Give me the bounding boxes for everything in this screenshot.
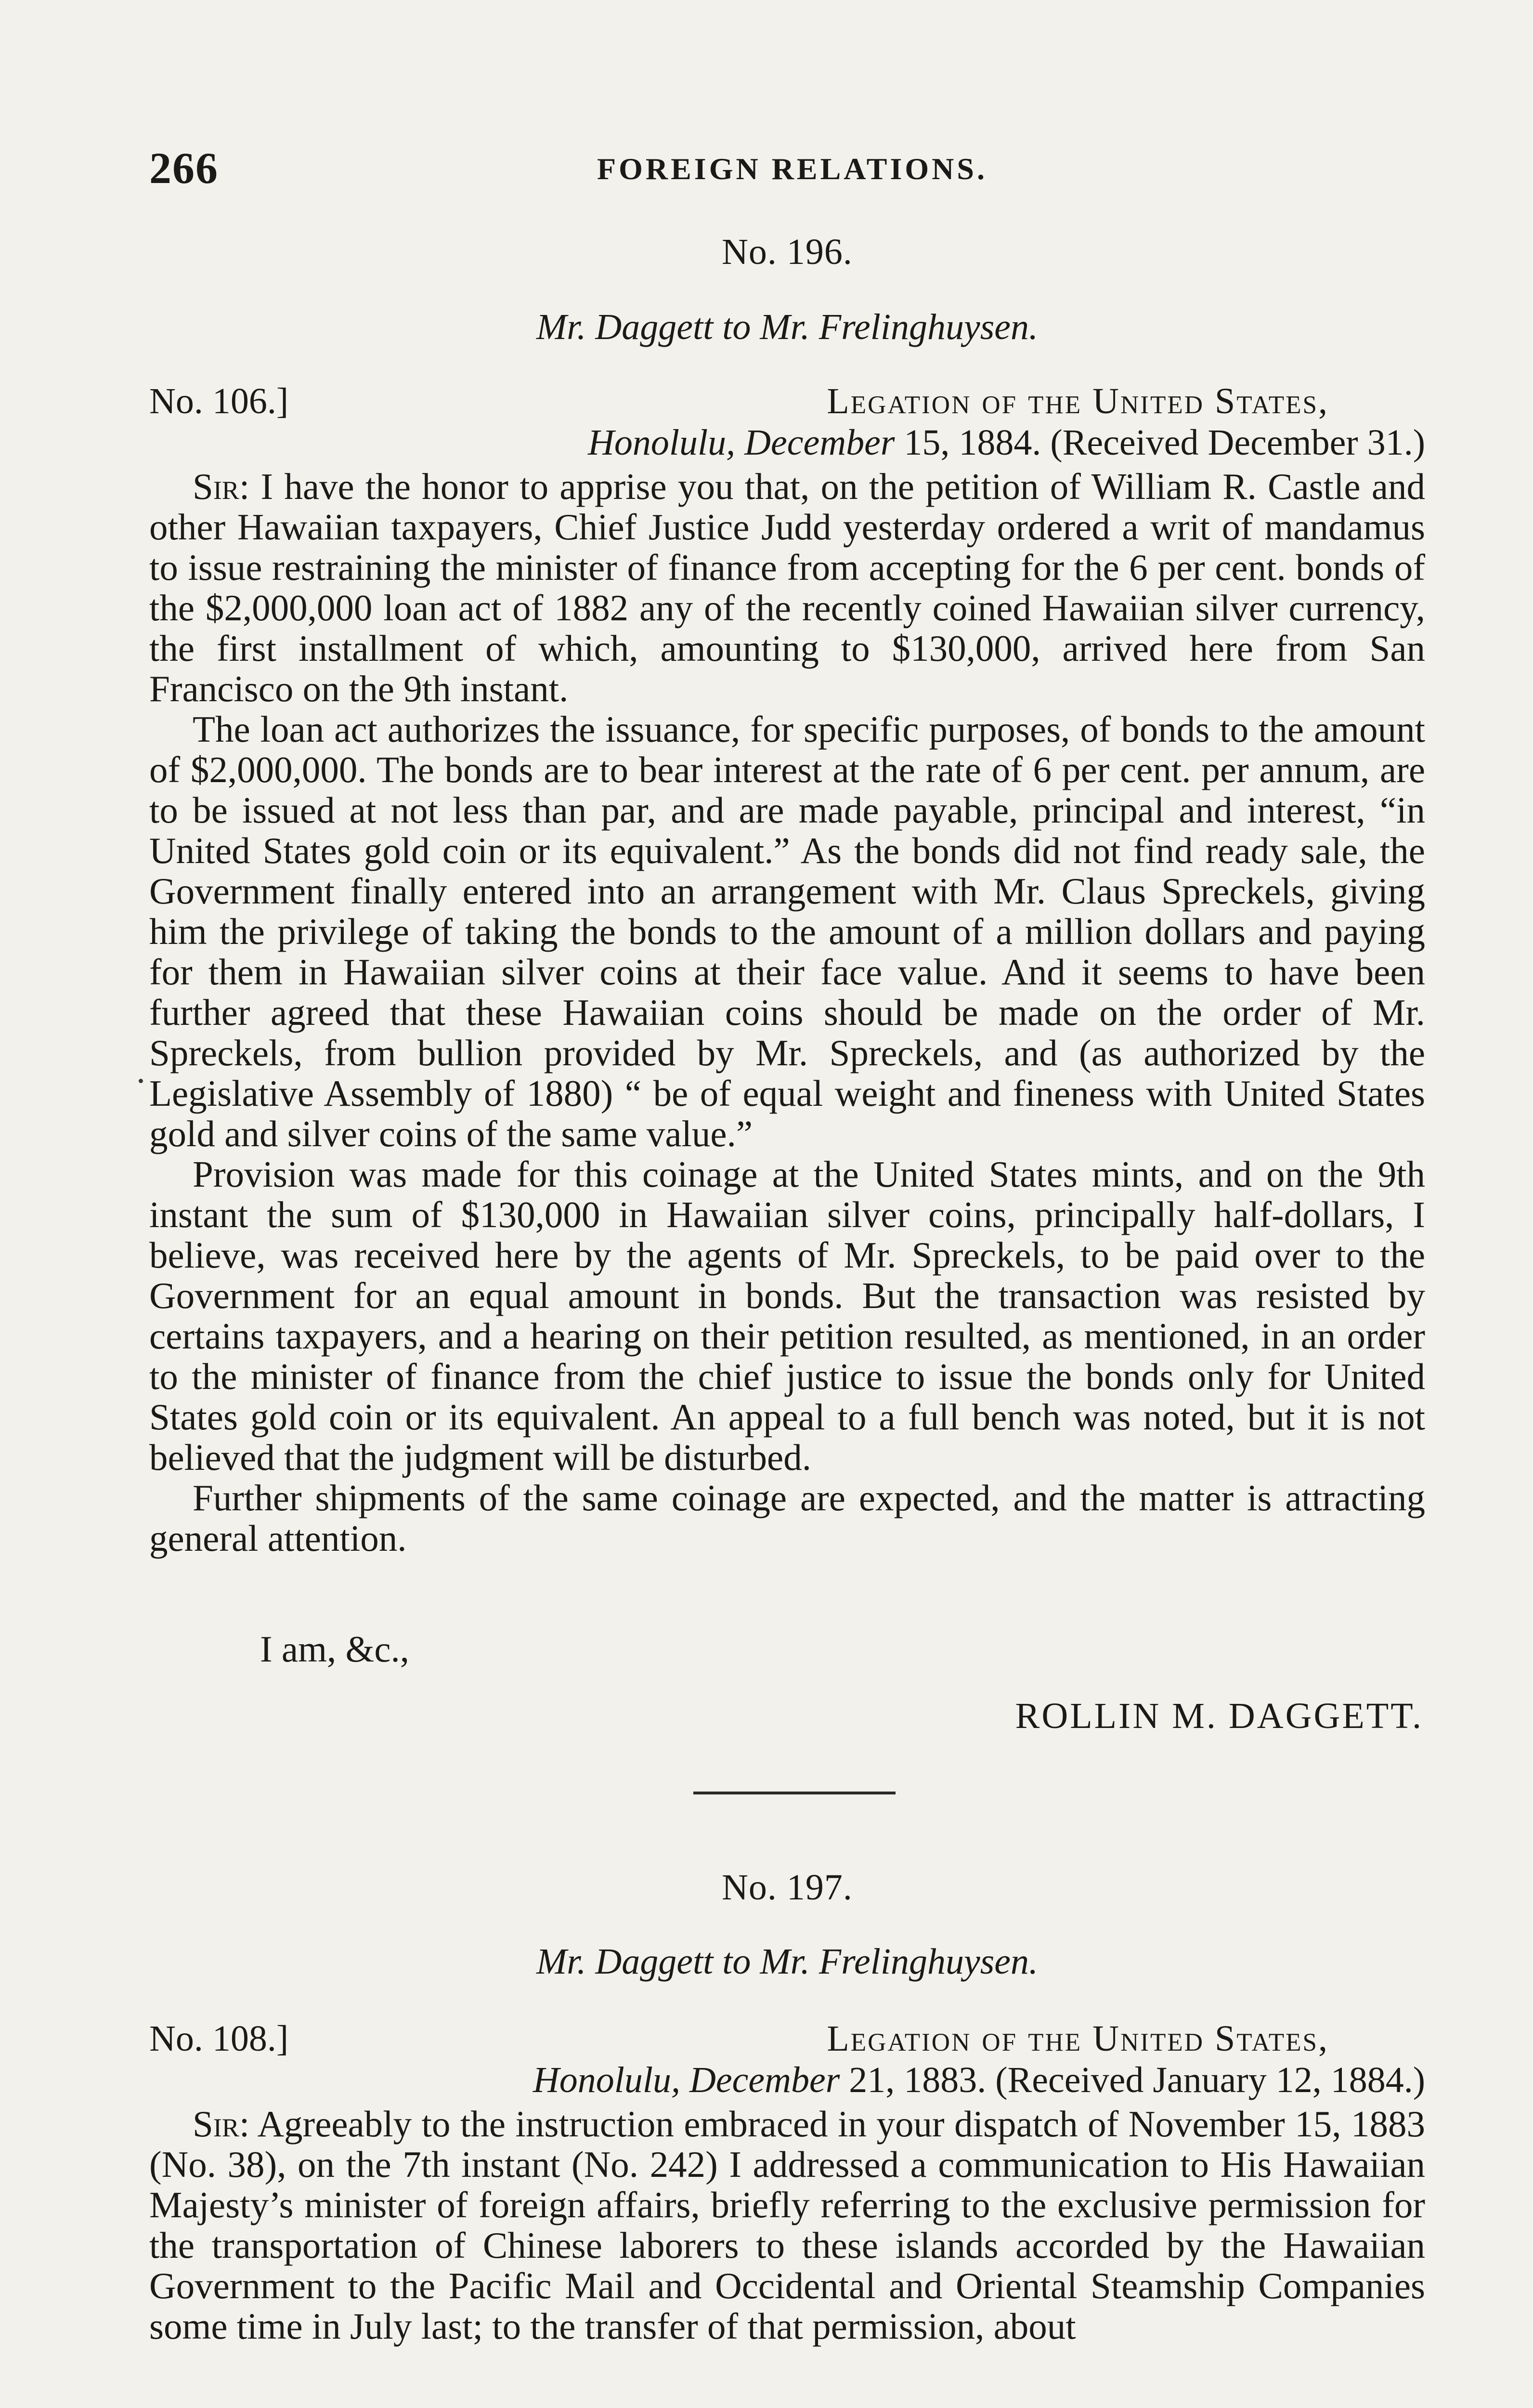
place-196: Honolulu, [588,422,736,463]
signature-196: ROLLIN M. DAGGETT. [1015,1696,1423,1736]
margin-speck [139,1079,143,1083]
paragraph: Sir: Agreeably to the instruction embraced in your dispatch of November 15, 1883 (No. 38), on the 7th instant (No. 242) I addressed a communication to His Hawaiian Majesty’s minister of foreign affairs, briefly referring to the exclusive permission for the transportation of Chinese laborers to these islands accorded by the Hawaiian Government to the Pacific Mail and Occidental and Oriental Steamship Companies some time in July last; to the transfer of that permission, about [149,2103,1425,2347]
running-title: FOREIGN RELATIONS. [597,152,987,186]
date-rest-197: 21, 1883. [849,2060,987,2100]
legation-heading-197: Legation of the United States, [827,2018,1329,2059]
place-date-196 [149,422,1425,464]
paragraph: Provision was made for this coinage at the United States mints, and on the 9th instant the sum of $130,000 in Hawaiian silver coins, principally half-dollars, I believe, was received here by the agents of Mr. Spreckels, to be paid over to the Government for an equal amount in bonds. But the transaction was resisted by certains taxpayers, and a hearing on their petition resulted, as mentioned, in an order to the minister of finance from the chief justice to issue the bonds only for United States gold coin or its equivalent. An appeal to a full bench was noted, but it is not believed that the judgment will be disturbed. [149,1153,1425,1478]
paragraph: Further shipments of the same coinage are expected, and the matter is attracting general attention. [149,1477,1425,1559]
received-197: (Received January 12, 1884.) [995,2060,1425,2100]
closing-196: I am, &c., [260,1628,410,1670]
date-rest-196: 15, 1884. [904,422,1041,463]
salutation: Sir [193,2103,239,2145]
paragraph: The loan act authorizes the issuance, for specific purposes, of bonds to the amount of $2,000,000. The bonds are to bear interest at the rate of 6 per cent. per annum, are to be issued at not less than par, and are made payable, principal and interest, “in United States gold coin or its equivalent.” As the bonds did not find ready sale, the Government finally entered into an arrangement with Mr. Claus Spreckels, giving him the privilege of taking the bonds to the amount of a million dollars and paying for them in Hawaiian silver coins at their face value. And it seems to have been further agreed that these Hawaiian coins should be made on the order of Mr. Spreckels, from bullion provided by Mr. Spreckels, and (as authorized by the Legislative Assembly of 1880) “ be of equal weight and fineness with United States gold and silver coins of the same value.” [149,708,1425,1154]
letter-body-196 [149,466,1425,1558]
running-head [149,143,1425,196]
date-month-197: December [689,2060,840,2100]
document-number-196: No. 196. [722,232,853,272]
document-heading-196: Mr. Daggett to Mr. Frelinghuysen. [536,307,1039,347]
section-divider [693,1792,896,1794]
place-date-197 [149,2059,1425,2101]
dispatch-line-196 [149,380,1425,424]
place-197: Honolulu, [533,2060,681,2100]
dispatch-line-197 [149,2018,1425,2061]
page-number: 266 [149,144,219,193]
document-number-197: No. 197. [722,1867,853,1908]
letter-body-197 [149,2104,1425,2346]
date-month-196: December [744,422,895,463]
dispatch-number-196: No. 106.] [149,381,289,421]
document-heading-197: Mr. Daggett to Mr. Frelinghuysen. [536,1941,1039,1982]
dispatch-number-197: No. 108.] [149,2018,289,2059]
legation-heading-196: Legation of the United States, [827,381,1329,421]
salutation: Sir [193,466,239,507]
received-196: (Received December 31.) [1050,422,1425,463]
paragraph: Sir: I have the honor to apprise you that, on the petition of William R. Castle and other Hawaiian taxpayers, Chief Justice Judd yesterday ordered a writ of mandamus to issue restraining the minister of finance from accepting for the 6 per cent. bonds of the $2,000,000 loan act of 1882 any of the recently coined Hawaiian silver currency, the first installment of which, amounting to $130,000, arrived here from San Francisco on the 9th instant. [149,466,1425,709]
